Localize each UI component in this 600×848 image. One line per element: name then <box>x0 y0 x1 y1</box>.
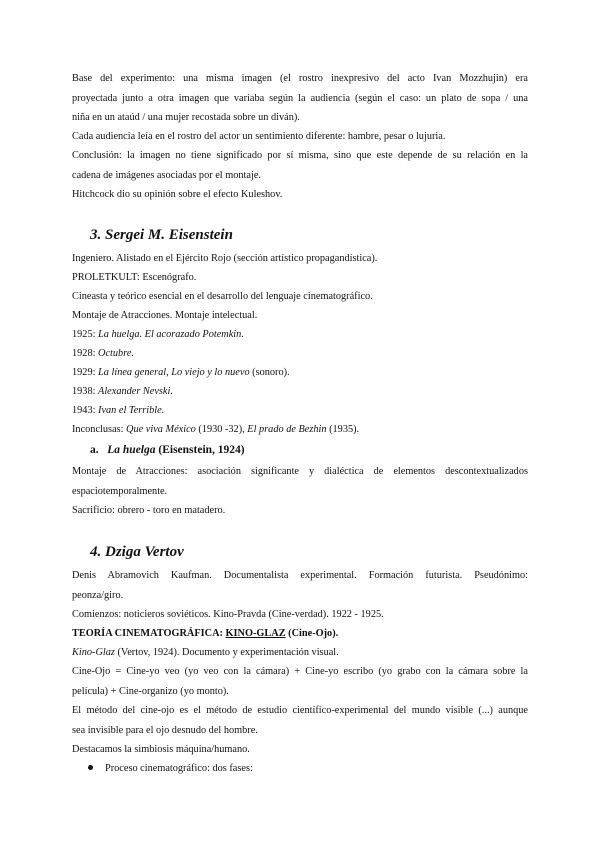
kuleshov-paragraph-2: Cada audiencia leía en el rostro del actor un sentimiento diferente: hambre, pesar o lujuria. <box>72 131 446 142</box>
simbiosis-line: Destacamos la simbiosis máquina/humano. <box>72 744 250 755</box>
section-heading-eisenstein: 3. Sergei M. Eisenstein <box>90 227 233 243</box>
bullet-icon <box>88 765 93 770</box>
film-1938: 1938: Alexander Nevski. <box>72 386 173 397</box>
unfinished-films: Inconclusas: Que viva México (1930 -32), El prado de Bezhin (1935). <box>72 424 360 435</box>
metodo-cine-ojo: El método del cine-ojo es el método de estudio científico-experimental del mundo visible (...) aunque sea invisible para el ojo desnudo del hombre. <box>72 705 528 736</box>
kuleshov-paragraph-1: Base del experimento: una misma imagen (el rostro inexpresivo del acto Ivan Mozzhujin) era proyectada junto a otra imagen que variaba según la audiencia (según el caso: un plato de sopa / una niña en un ataúd / una mujer recostada sobre un diván). <box>72 73 528 123</box>
subheading-la-huelga: a. La huelga (Eisenstein, 1924) <box>90 444 245 456</box>
film-1929: 1929: La línea general, Lo viejo y lo nuevo (sonoro). <box>72 367 290 378</box>
section-heading-vertov: 4. Dziga Vertov <box>90 544 184 560</box>
film-1925: 1925: La huelga. El acorazado Potemkin. <box>72 329 244 340</box>
eisenstein-line-2: PROLETKULT: Escenógrafo. <box>72 272 197 283</box>
vertov-comienzos: Comienzos: noticieros soviéticos. Kino-Pravda (Cine-verdad). 1922 - 1925. <box>72 609 384 620</box>
kuleshov-hitchcock: Hitchcock dio su opinión sobre el efecto Kuleshov. <box>72 189 283 200</box>
sacrificio-line: Sacrificio: obrero - toro en matadero. <box>72 505 226 516</box>
vertov-bio: Denis Abramovich Kaufman. Documentalista experimental. Formación futurista. Pseudónimo: peonza/giro. <box>72 570 528 601</box>
film-1943: 1943: Ivan el Terrible. <box>72 405 165 416</box>
kino-glaz-line: Kino-Glaz (Vertov, 1924). Documento y experimentación visual. <box>72 647 339 658</box>
eisenstein-line-3: Cineasta y teórico esencial en el desarrollo del lenguaje cinematográfico. <box>72 291 373 302</box>
atracciones-paragraph: Montaje de Atracciones: asociación significante y dialéctica de elementos descontextualizados espaciotemporalmente. <box>72 466 528 497</box>
teoria-cinematografica: TEORÍA CINEMATOGRÁFICA: KINO-GLAZ (Cine-Ojo). <box>72 628 339 639</box>
kuleshov-conclusion: Conclusión: la imagen no tiene significado por sí misma, sino que este depende de su relación en la cadena de imágenes asociadas por el montaje. <box>72 150 528 181</box>
film-1928: 1928: Octubre. <box>72 348 134 359</box>
bullet-item: Proceso cinematográfico: dos fases: <box>88 759 253 779</box>
cine-ojo-definition: Cine-Ojo = Cine-yo veo (yo veo con la cámara) + Cine-yo escribo (yo grabo con la cámara sobre la película) + Cine-organizo (yo monto). <box>72 666 528 697</box>
eisenstein-line-1: Ingeniero. Alistado en el Ejército Rojo (sección artístico propagandística). <box>72 253 378 264</box>
eisenstein-line-4: Montaje de Atracciones. Montaje intelectual. <box>72 310 258 321</box>
